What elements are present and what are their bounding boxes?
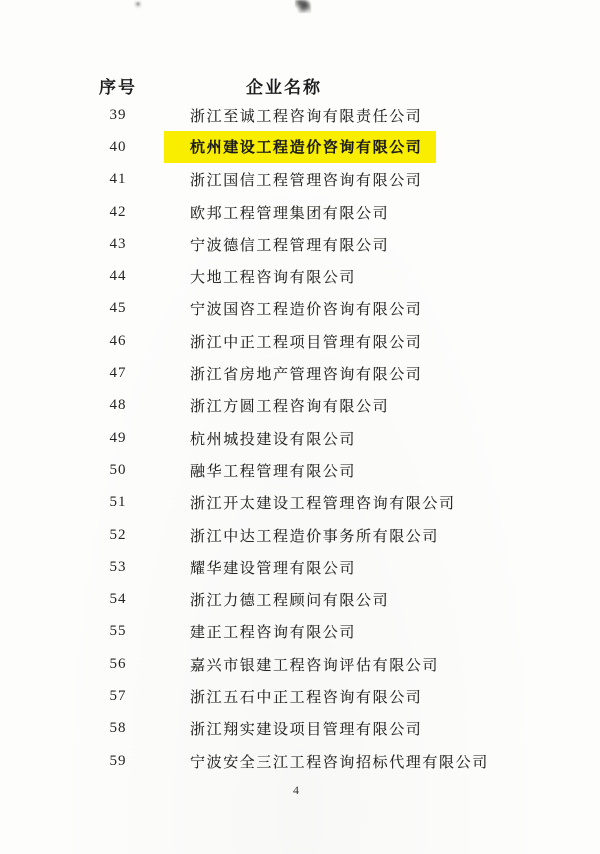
table-header [0,73,600,97]
table-row [0,293,600,325]
row-index: 57 [109,687,127,704]
table-row [0,680,600,712]
row-index: 39 [109,106,127,123]
table-row [0,164,600,196]
table-row [0,357,600,389]
scan-artifact-right [295,0,311,13]
company-name: 浙江中正工程项目管理有限公司 [190,334,423,351]
row-index: 47 [109,365,127,382]
row-index: 53 [109,558,127,575]
row-index: 43 [109,235,127,252]
company-name: 融华工程管理有限公司 [190,463,357,480]
company-name: 杭州城投建设有限公司 [190,431,357,448]
table-row [0,648,600,680]
row-index: 56 [109,655,127,672]
table-row [0,390,600,422]
company-name: 建正工程咨询有限公司 [190,625,357,642]
company-name: 浙江方圆工程咨询有限公司 [190,399,390,416]
row-index: 49 [109,429,127,446]
company-name: 浙江国信工程管理咨询有限公司 [190,173,423,190]
company-name: 浙江翔实建设项目管理有限公司 [190,722,423,739]
company-name: 浙江开太建设工程管理咨询有限公司 [190,496,456,513]
company-name: 欧邦工程管理集团有限公司 [190,205,390,222]
table-row [0,228,600,260]
table-row [0,487,600,519]
table-row [0,583,600,615]
column-header-company-name: 企业名称 [246,78,322,97]
table-row [0,745,600,777]
table-row [0,196,600,228]
row-index: 40 [109,138,127,155]
company-name: 浙江中达工程造价事务所有限公司 [190,528,440,545]
row-index: 45 [109,300,127,317]
row-index: 58 [109,720,127,737]
scan-artifact-left [134,1,142,11]
row-index: 48 [109,397,127,414]
company-name: 浙江至诚工程咨询有限责任公司 [190,108,423,125]
company-name: 耀华建设管理有限公司 [190,560,357,577]
company-name: 浙江力德工程顾问有限公司 [190,593,390,610]
row-index: 51 [109,494,127,511]
table-row [0,454,600,486]
table-row [0,260,600,292]
column-header-index: 序号 [99,78,137,97]
table-row [0,422,600,454]
company-name: 宁波德信工程管理有限公司 [190,237,390,254]
company-name: 浙江五石中正工程咨询有限公司 [190,689,423,706]
row-index: 41 [109,171,127,188]
row-index: 50 [109,461,127,478]
table-row [0,99,600,131]
company-name: 宁波安全三江工程咨询招标代理有限公司 [190,754,489,771]
company-name: 宁波国咨工程造价咨询有限公司 [190,302,423,319]
table-row [0,551,600,583]
company-name: 嘉兴市银建工程咨询评估有限公司 [190,657,440,674]
table-row [0,616,600,648]
table-row [0,713,600,745]
company-list [0,99,600,777]
table-row [0,325,600,357]
row-index: 42 [109,203,127,220]
row-index: 44 [109,268,127,285]
table-row [0,131,600,163]
row-index: 55 [109,623,127,640]
company-name: 浙江省房地产管理咨询有限公司 [190,367,423,384]
row-index: 54 [109,591,127,608]
company-name: 杭州建设工程造价咨询有限公司 [164,131,436,163]
row-index: 46 [109,332,127,349]
row-index: 52 [109,526,127,543]
table-row [0,519,600,551]
row-index: 59 [109,752,127,769]
company-name: 大地工程咨询有限公司 [190,270,357,287]
page-number: 4 [293,783,299,797]
